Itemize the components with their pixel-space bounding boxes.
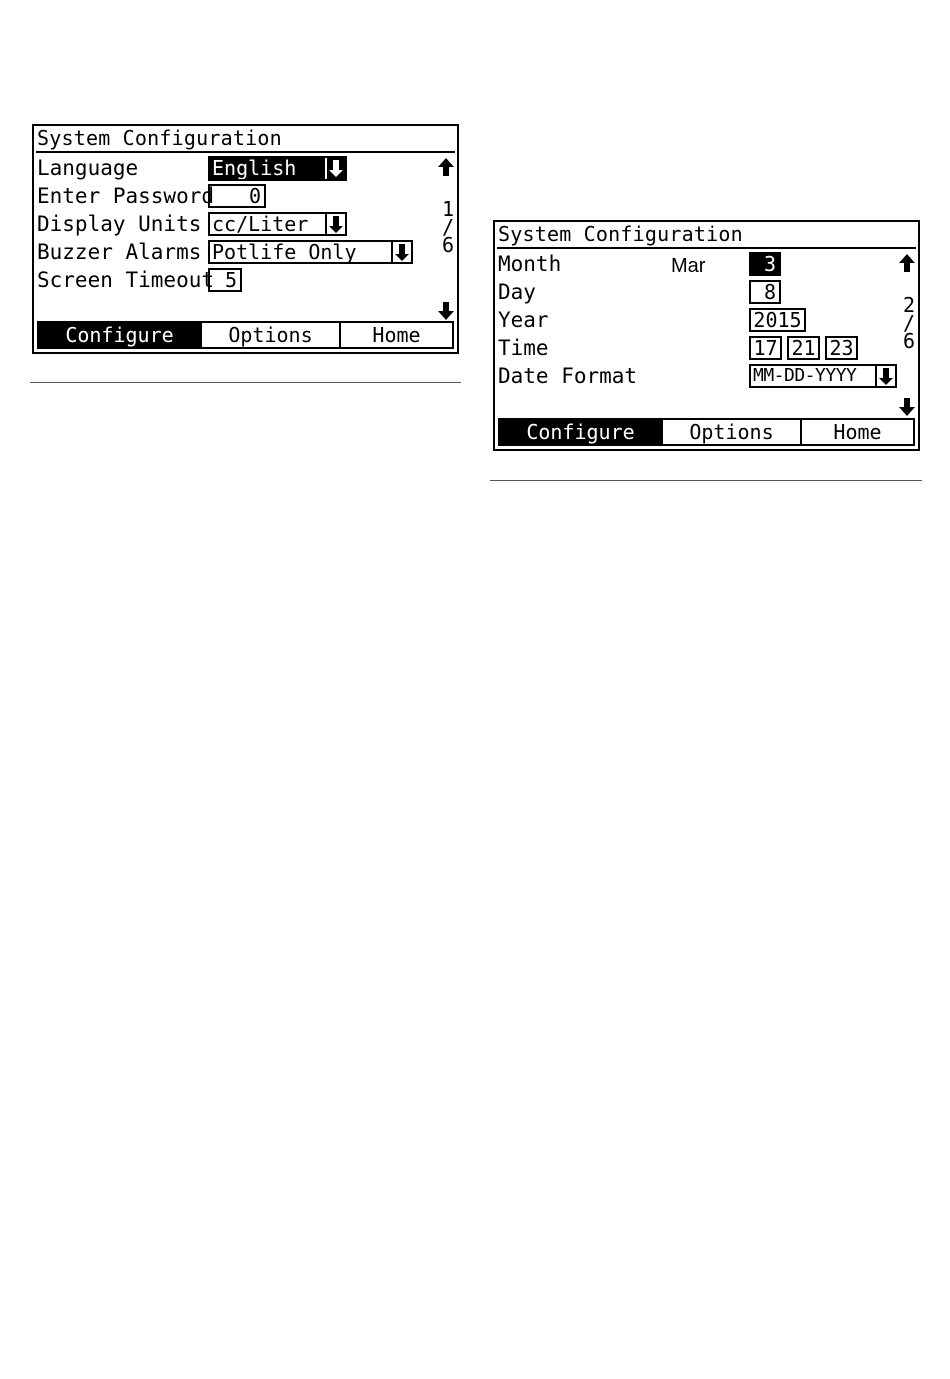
time-label: Time xyxy=(498,336,549,360)
enter-password-label: Enter Password xyxy=(37,184,215,208)
page-separator: / xyxy=(902,311,916,335)
buzzer-alarms-label: Buzzer Alarms xyxy=(37,240,202,264)
chevron-down-icon[interactable] xyxy=(325,158,345,179)
display-units-label: Display Units xyxy=(37,212,202,236)
display-units-dropdown[interactable] xyxy=(208,212,347,236)
options-tab[interactable]: Options xyxy=(661,420,800,444)
page-total: 6 xyxy=(441,233,455,257)
home-tab[interactable]: Home xyxy=(800,420,913,444)
divider-line xyxy=(490,480,922,481)
page-current: 2 xyxy=(902,293,916,317)
screen-title: System Configuration xyxy=(498,222,743,246)
language-value: English xyxy=(212,156,297,180)
date-format-value: MM-DD-YYYY xyxy=(753,365,857,386)
screen-timeout-field[interactable]: 5 xyxy=(208,268,242,292)
page-current: 1 xyxy=(441,197,455,221)
home-tab[interactable]: Home xyxy=(339,323,452,347)
month-name: Mar xyxy=(671,255,706,277)
chevron-down-icon[interactable] xyxy=(325,214,345,234)
page-total: 6 xyxy=(902,329,916,353)
month-label: Month xyxy=(498,252,562,276)
system-configuration-screen-2 xyxy=(493,220,920,451)
date-format-label: Date Format xyxy=(498,364,638,388)
display-units-value: cc/Liter xyxy=(212,212,309,236)
buzzer-alarms-dropdown[interactable] xyxy=(208,240,413,264)
options-tab[interactable]: Options xyxy=(200,323,339,347)
day-field[interactable]: 8 xyxy=(749,280,781,304)
bottom-menu xyxy=(498,418,915,446)
day-label: Day xyxy=(498,280,536,304)
chevron-down-icon[interactable] xyxy=(391,242,411,262)
month-field[interactable]: 3 xyxy=(749,252,781,276)
language-label: Language xyxy=(37,156,139,180)
screen-timeout-label: Screen Timeout xyxy=(37,268,215,292)
arrow-up-icon[interactable] xyxy=(438,158,454,176)
configure-tab[interactable]: Configure xyxy=(500,420,661,444)
date-format-dropdown[interactable] xyxy=(749,364,897,388)
time-minute-field[interactable]: 21 xyxy=(787,336,820,360)
configure-tab[interactable]: Configure xyxy=(39,323,200,347)
title-divider xyxy=(36,151,455,153)
arrow-down-icon[interactable] xyxy=(438,302,454,320)
language-dropdown[interactable] xyxy=(208,156,347,181)
year-field[interactable]: 2015 xyxy=(749,308,806,332)
arrow-down-icon[interactable] xyxy=(899,398,915,416)
bottom-menu xyxy=(37,321,454,349)
screen-title: System Configuration xyxy=(37,126,282,150)
password-field[interactable]: 0 xyxy=(208,184,266,208)
arrow-up-icon[interactable] xyxy=(899,254,915,272)
title-divider xyxy=(497,247,916,249)
time-second-field[interactable]: 23 xyxy=(825,336,858,360)
chevron-down-icon[interactable] xyxy=(875,366,895,386)
divider-line xyxy=(30,382,461,383)
system-configuration-screen-1 xyxy=(32,124,459,354)
buzzer-alarms-value: Potlife Only xyxy=(212,240,357,264)
page-separator: / xyxy=(441,215,455,239)
year-label: Year xyxy=(498,308,549,332)
time-hour-field[interactable]: 17 xyxy=(749,336,782,360)
